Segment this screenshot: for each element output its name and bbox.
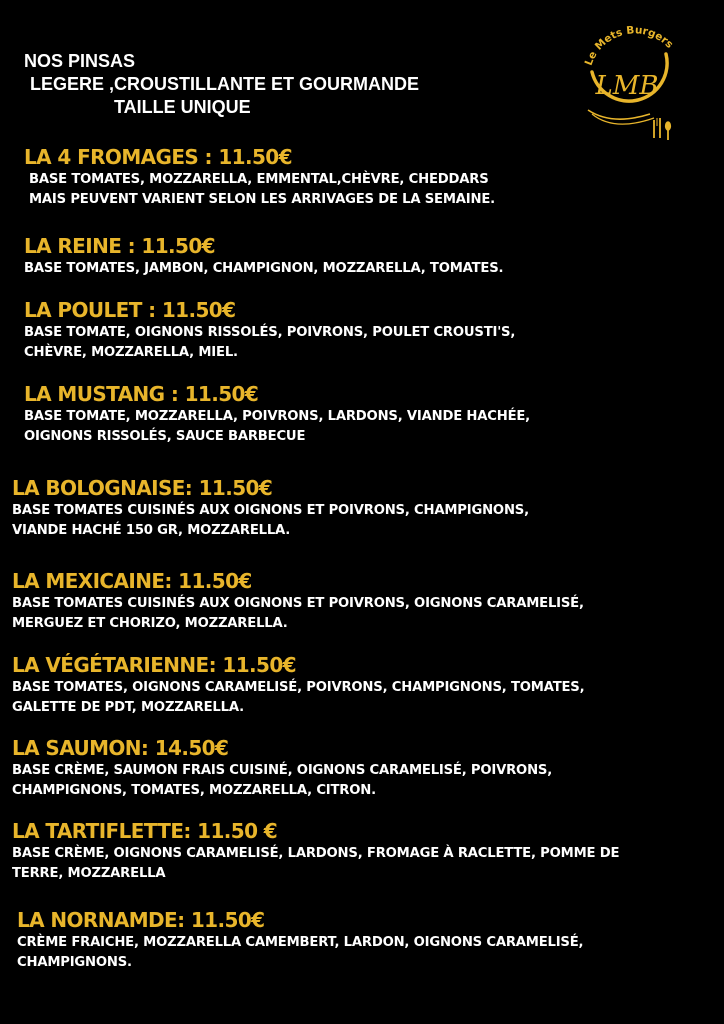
pinsa-item	[12, 476, 529, 541]
pinsa-description-line: BASE CRÈME, SAUMON FRAIS CUISINÉ, OIGNONS CARAMELISÉ, POIVRONS,	[12, 763, 553, 778]
pinsa-item	[12, 736, 552, 801]
svg-text:Le Mets Burgers	[583, 24, 676, 67]
header-subtitle: LEGERE ,CROUSTILLANTE ET GOURMANDE	[30, 74, 420, 94]
header-title: NOS PINSAS	[24, 51, 136, 71]
pinsa-name: LA REINE : 11.50€	[24, 234, 215, 258]
pinsa-description	[24, 259, 503, 279]
pinsa-description-line: BASE TOMATES, OIGNONS CARAMELISÉ, POIVRONS, CHAMPIGNONS, TOMATES,	[12, 680, 585, 695]
pinsa-description-line: CHÈVRE, MOZZARELLA, MIEL.	[24, 345, 238, 360]
pinsa-name: LA POULET : 11.50€	[24, 298, 236, 322]
pinsa-description-line: TERRE, MOZZARELLA	[12, 866, 166, 881]
pinsa-item	[24, 298, 515, 363]
logo-brand-text: Le Mets Burgers	[582, 24, 676, 68]
pinsa-description-line: CRÈME FRAICHE, MOZZARELLA CAMEMBERT, LARDON, OIGNONS CARAMELISÉ,	[17, 935, 584, 950]
cutlery-icon	[654, 118, 671, 140]
pinsa-description	[12, 678, 584, 718]
pinsa-description-line: MAIS PEUVENT VARIENT SELON LES ARRIVAGES DE LA SEMAINE.	[29, 192, 495, 207]
pinsa-description-line: BASE TOMATE, OIGNONS RISSOLÉS, POIVRONS, POULET CROUSTI'S,	[24, 325, 516, 340]
pinsa-description-line: VIANDE HACHÉ 150 GR, MOZZARELLA.	[12, 523, 291, 538]
pinsa-item	[12, 653, 584, 718]
pinsa-name: LA MUSTANG : 11.50€	[24, 382, 259, 406]
pinsa-name: LA TARTIFLETTE: 11.50 €	[12, 819, 278, 843]
pinsa-item	[12, 819, 619, 884]
pinsa-item	[17, 908, 583, 973]
pinsa-description-line: BASE CRÈME, OIGNONS CARAMELISÉ, LARDONS, FROMAGE À RACLETTE, POMME DE	[12, 846, 620, 861]
pinsa-description-line: GALETTE DE PDT, MOZZARELLA.	[12, 700, 244, 715]
menu-header	[24, 50, 564, 119]
pinsa-description-line: CHAMPIGNONS, TOMATES, MOZZARELLA, CITRON.	[12, 783, 376, 798]
pinsa-name: LA 4 FROMAGES : 11.50€	[24, 145, 292, 169]
pinsa-name: LA NORNAMDE: 11.50€	[17, 908, 265, 932]
pinsa-description-line: BASE TOMATES, MOZZARELLA, EMMENTAL,CHÈVRE, CHEDDARS	[29, 172, 489, 187]
pinsa-item	[24, 234, 503, 279]
pinsa-description-line: BASE TOMATES, JAMBON, CHAMPIGNON, MOZZARELLA, TOMATES.	[24, 261, 504, 276]
pinsa-item	[12, 569, 584, 634]
pinsa-description	[12, 594, 584, 634]
pinsa-description-line: BASE TOMATES CUISINÉS AUX OIGNONS ET POIVRONS, OIGNONS CARAMELISÉ,	[12, 596, 584, 611]
pinsa-name: LA VÉGÉTARIENNE: 11.50€	[12, 653, 296, 677]
pinsa-description	[12, 761, 552, 801]
logo-monogram: LMB	[595, 71, 659, 101]
pinsa-description	[12, 844, 619, 884]
pinsa-description-line: CHAMPIGNONS.	[17, 955, 132, 970]
pinsa-description	[12, 501, 529, 541]
pinsa-description-line: OIGNONS RISSOLÉS, SAUCE BARBECUE	[24, 429, 306, 444]
pinsa-description-line: MERGUEZ ET CHORIZO, MOZZARELLA.	[12, 616, 288, 631]
pinsa-name: LA MEXICAINE: 11.50€	[12, 569, 252, 593]
lmb-logo	[562, 14, 694, 146]
pinsa-name: LA SAUMON: 14.50€	[12, 736, 229, 760]
pinsa-item	[24, 382, 530, 447]
pinsa-item	[24, 145, 495, 210]
pinsa-description-line: BASE TOMATES CUISINÉS AUX OIGNONS ET POIVRONS, CHAMPIGNONS,	[12, 503, 529, 518]
pinsa-description	[24, 407, 530, 447]
pinsa-name: LA BOLOGNAISE: 11.50€	[12, 476, 273, 500]
pinsa-description	[17, 933, 583, 973]
pinsa-description	[24, 323, 515, 363]
header-size-note: TAILLE UNIQUE	[114, 97, 251, 117]
pinsa-description	[24, 170, 495, 210]
pinsa-description-line: BASE TOMATE, MOZZARELLA, POIVRONS, LARDONS, VIANDE HACHÉE,	[24, 409, 530, 424]
